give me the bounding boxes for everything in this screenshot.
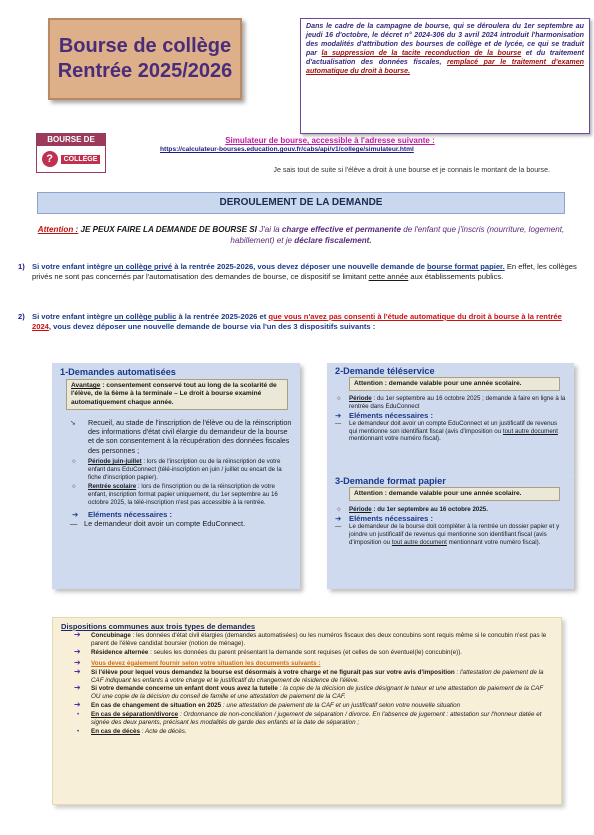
panel-automated [52, 363, 300, 589]
common-row [61, 657, 553, 668]
arrow-bullet-icon: ➔ [74, 657, 81, 667]
attention-note [37, 224, 565, 246]
attention-text-2: de l'enfant que j'inscris (nourriture, logement, habillement) et je [230, 225, 565, 245]
common-row-label: Si votre demande concerne un enfant dont vous avez la tutelle [91, 685, 278, 693]
common-row-text: : Ordonnance de non-conciliation / jugement de séparation / divorce. En l'absence de jugement : attestation sur l'honneur datée et signée des deux parents, précisant les modalités de garde des enfants et la date de séparation ; [91, 711, 542, 727]
intro-box [300, 18, 590, 134]
panel-1-box [66, 379, 288, 410]
common-row-text: : seules les données du parent présentant la demande sont requises (et celles de son éventuel(le) concubin(e)). [148, 648, 463, 656]
document-title [48, 18, 242, 100]
common-row-text: : Acte de décès. [140, 727, 187, 735]
intro-part-2: et du traitement d'actualisation des données fiscales, [306, 49, 584, 67]
panel-2-dash [335, 420, 566, 443]
section-title: DEROULEMENT DE LA DEMANDE [37, 192, 565, 214]
panel-2-period-text: : du 1er septembre au 16 octobre 2025 ; demande à faire en ligne à la rentrée dans EduConnect [349, 395, 566, 411]
attention-text-1: J'ai la [259, 225, 282, 234]
item-number: 1) [18, 262, 25, 271]
common-rows [61, 632, 553, 736]
logo-bottom-text: COLLÈGE [61, 155, 101, 164]
item-2-a: Si votre enfant intègre [32, 312, 115, 321]
panel-3-period [335, 506, 566, 514]
panel-3-elements [335, 514, 566, 523]
common-row [61, 685, 553, 701]
circle-bullet-icon: ○ [72, 458, 76, 466]
title-line-1: Bourse de collège [58, 35, 232, 57]
common-row-text: : les données d'état civil élargies (demandes automatisées) ou les numéros fiscaux des deux concubins sont requis même si le concubin n'est pas le parent de l'élève candidat boursier (notion de ménage). [91, 632, 547, 647]
item-1 [18, 262, 578, 282]
panel-1-p2-text: : lors de l'inscription ou de la réinscription de votre enfant, inscription format papier uniquement, du 1er septembre au 16 octobre 2025, la télé-inscription n'est pas accessible à la rentrée. [88, 483, 278, 507]
common-provisions [52, 617, 562, 805]
item-2-c: , vous devez déposer une nouvelle demande de bourse via l'un des 3 dispositifs suivants : [48, 321, 376, 331]
panel-1-p1 [60, 458, 292, 481]
common-row-label: En cas de changement de situation en 2025 [91, 702, 222, 710]
common-row-text: : une attestation de paiement de la CAF et un justificatif selon votre nouvelle situation [221, 702, 461, 710]
attention-bold-2: déclare fiscalement. [294, 236, 372, 245]
item-2-b: à la rentrée 2025-2026 et [176, 312, 269, 321]
item-1-d: aux établissements publics. [408, 271, 504, 281]
common-row-text: : l'attestation de paiement de la CAF indiquant les enfants à votre charge et le justificatif du changement de résidence de l'élève. [91, 668, 544, 684]
common-row [61, 646, 553, 657]
panel-1-p1-label: Période juin-juillet [88, 458, 142, 466]
common-row [61, 728, 553, 736]
common-row-label: Concubinage [91, 632, 131, 639]
dash-bullet-icon: — [70, 518, 78, 528]
panel-1-elements-text: Eléments nécessaires : [88, 509, 173, 519]
panel-2-period [335, 395, 566, 411]
bourse-college-logo [36, 133, 106, 173]
dash-bullet-icon: — [335, 523, 342, 531]
common-row-label: Si l'élève pour lequel vous demandez la bourse est désormais à votre charge et ne figurait pas sur votre avis d'imposition [91, 668, 455, 676]
common-row-label: En cas de décès [91, 727, 141, 735]
panel-1-elements [60, 510, 292, 519]
logo-bottom [36, 146, 106, 173]
dash-bullet-icon: — [335, 419, 342, 427]
panel-1-dash-text: Le demandeur doit avoir un compte EduConnect. [84, 518, 246, 528]
panel-1-title: 1-Demandes automatisées [60, 367, 176, 377]
panel-3-dash-u: tout autre document [391, 538, 447, 546]
circle-bullet-icon: ○ [72, 483, 76, 491]
attention-bold-1: charge effective et permanente [281, 225, 401, 234]
arrow-bullet-icon: ➘ [70, 417, 77, 427]
dot-bullet-icon: • [77, 711, 80, 719]
panel-2-elements [335, 411, 566, 420]
common-row [61, 632, 553, 648]
panel-1-p2-label: Rentrée scolaire [88, 483, 137, 491]
panel-3-dash-b: mentionnant votre numéro fiscal). [446, 538, 541, 546]
common-row-label: Résidence alternée [91, 648, 149, 656]
item-1-a: Si votre enfant intègre [32, 262, 115, 271]
simulator-title: Simulateur de bourse, accessible à l'adresse suivante : [225, 136, 435, 145]
item-1-c: En effet, les collèges privés ne sont pas concernés par l'automatisation des demandes de bourse, ce dispositif se limitant [32, 262, 577, 281]
panel-2-dash-a: Le demandeur doit avoir un compte EduConnect et un justificatif de revenus qui mentionne son identifiant fiscal (avis d'imposition ou [349, 419, 558, 435]
item-2 [18, 312, 578, 332]
arrow-bullet-icon: ➔ [335, 514, 342, 524]
common-row-highlight: Vous devez également fournir selon votre situation les documents suivants : [91, 659, 321, 667]
panel-paper [327, 473, 574, 589]
intro-part-1: Dans le cadre de la campagne de bourse, qui se déroulera du 1er septembre au jeudi 16 d'octobre, le décret n° 2024-306 du 3 avril 2024 introduit l'harmonisation des modalités d'attribution des bourses de collège et de lycée, ce qui se traduit par [306, 22, 584, 58]
arrow-bullet-icon: ➔ [74, 646, 81, 656]
arrow-bullet-icon: ➔ [72, 509, 79, 519]
panel-3-dash [335, 523, 566, 546]
panel-2-title: 2-Demande téléservice [335, 366, 435, 376]
simulator-note: Je sais tout de suite si l'élève a droit à une bourse et je connais le montant de la bourse. [273, 166, 550, 174]
panel-2-elements-text: Eléments nécessaires : [349, 410, 434, 420]
item-number: 2) [18, 312, 25, 321]
panel-2-dash-u: tout autre document [502, 427, 558, 435]
title-line-2: Rentrée 2025/2026 [57, 60, 233, 82]
attention-bold: JE PEUX FAIRE LA DEMANDE DE BOURSE SI [78, 225, 260, 234]
panel-2-period-label: Période [349, 395, 372, 403]
item-2-a-u: un collège public [114, 312, 177, 321]
panel-1-p2 [60, 483, 292, 506]
common-row [61, 711, 553, 727]
intro-underlined-2: remplacé par le traitement d'examen automatique du droit à bourse. [306, 58, 584, 76]
item-1-c-u: cette année [368, 271, 409, 281]
panel-3-box: Attention : demande valable pour une année scolaire. [349, 487, 560, 501]
common-row-label: En cas de séparation/divorce [91, 711, 179, 719]
item-1-b: à la rentrée 2025-2026, vous devez déposer une nouvelle demande de [172, 262, 428, 271]
common-row [61, 666, 553, 685]
panel-1-recueil-text: Recueil, au stade de l'inscription de l'élève ou de la réinscription des informations d'état civil élargie du demandeur de la bourse et de son consentement à la récupération des données fiscales des personnes ; [88, 417, 292, 455]
question-mark-icon: ? [42, 151, 58, 167]
simulator-link[interactable]: https://calculateur-bourses.education.gouv.fr/cabs/api/v1/college/simulateur.html [160, 146, 414, 153]
panel-1-dash [60, 519, 292, 528]
panel-3-dash-a: Le demandeur de la bourse doit compléter à la rentrée un dossier papier et y joindre un justificatif de revenus qui mentionne son identifiant fiscal (avis d'imposition ou [349, 523, 560, 546]
common-row-text: : la copie de la décision de justice désignant le tuteur et une attestation de paiement de la CAF OU une copie de la décision du conseil de famille et une attestation de paiement de la CAF. [91, 685, 544, 701]
panel-3-period-label: Période [349, 506, 372, 514]
circle-bullet-icon: ○ [337, 395, 341, 403]
panel-1-box-label: Avantage [71, 382, 101, 389]
dot-bullet-icon: • [77, 727, 80, 735]
panel-3-title: 3-Demande format papier [335, 476, 446, 486]
panel-teleservice [327, 363, 574, 473]
intro-underlined-1: la suppression de la tacite reconduction de la bourse [321, 49, 522, 58]
panel-1-p1-text: : lors de l'inscription ou de la réinscription de votre enfant dans EduConnect (télé-inscription en juin / juillet ou encart de la fiche d'inscription papier). [88, 458, 282, 481]
panel-2-dash-b: mentionnant votre numéro fiscal). [349, 435, 441, 443]
panel-1-box-text: : consentement conservé tout au long de la scolarité de l'élève, de la 6ème à la terminale – Le droit à bourse examiné automatiquement chaque année. [71, 382, 277, 406]
item-2-red: que vous n'avez pas consenti à l'étude automatique du droit à bourse à la rentrée 2024 [32, 312, 562, 331]
arrow-bullet-icon: ➔ [74, 700, 81, 710]
logo-top-text: BOURSE DE [36, 133, 106, 146]
arrow-bullet-icon: ➔ [335, 410, 342, 420]
panel-3-elements-text: Eléments nécessaires : [349, 514, 434, 524]
panel-1-recueil [60, 418, 292, 455]
panel-2-box: Attention : demande valable pour une année scolaire. [349, 377, 560, 391]
common-row [61, 702, 553, 710]
common-title: Dispositions communes aux trois types de demandes [61, 622, 256, 631]
arrow-bullet-icon: ➔ [74, 666, 81, 676]
attention-label: Attention : [37, 225, 79, 234]
arrow-bullet-icon: ➔ [74, 630, 81, 639]
item-1-b-u: bourse format papier. [427, 262, 505, 271]
item-1-a-u: un collège privé [114, 262, 173, 271]
panel-3-period-text: : du 1er septembre au 16 octobre 2025. [371, 506, 488, 514]
circle-bullet-icon: ○ [337, 506, 341, 514]
arrow-bullet-icon: ➔ [74, 683, 81, 693]
